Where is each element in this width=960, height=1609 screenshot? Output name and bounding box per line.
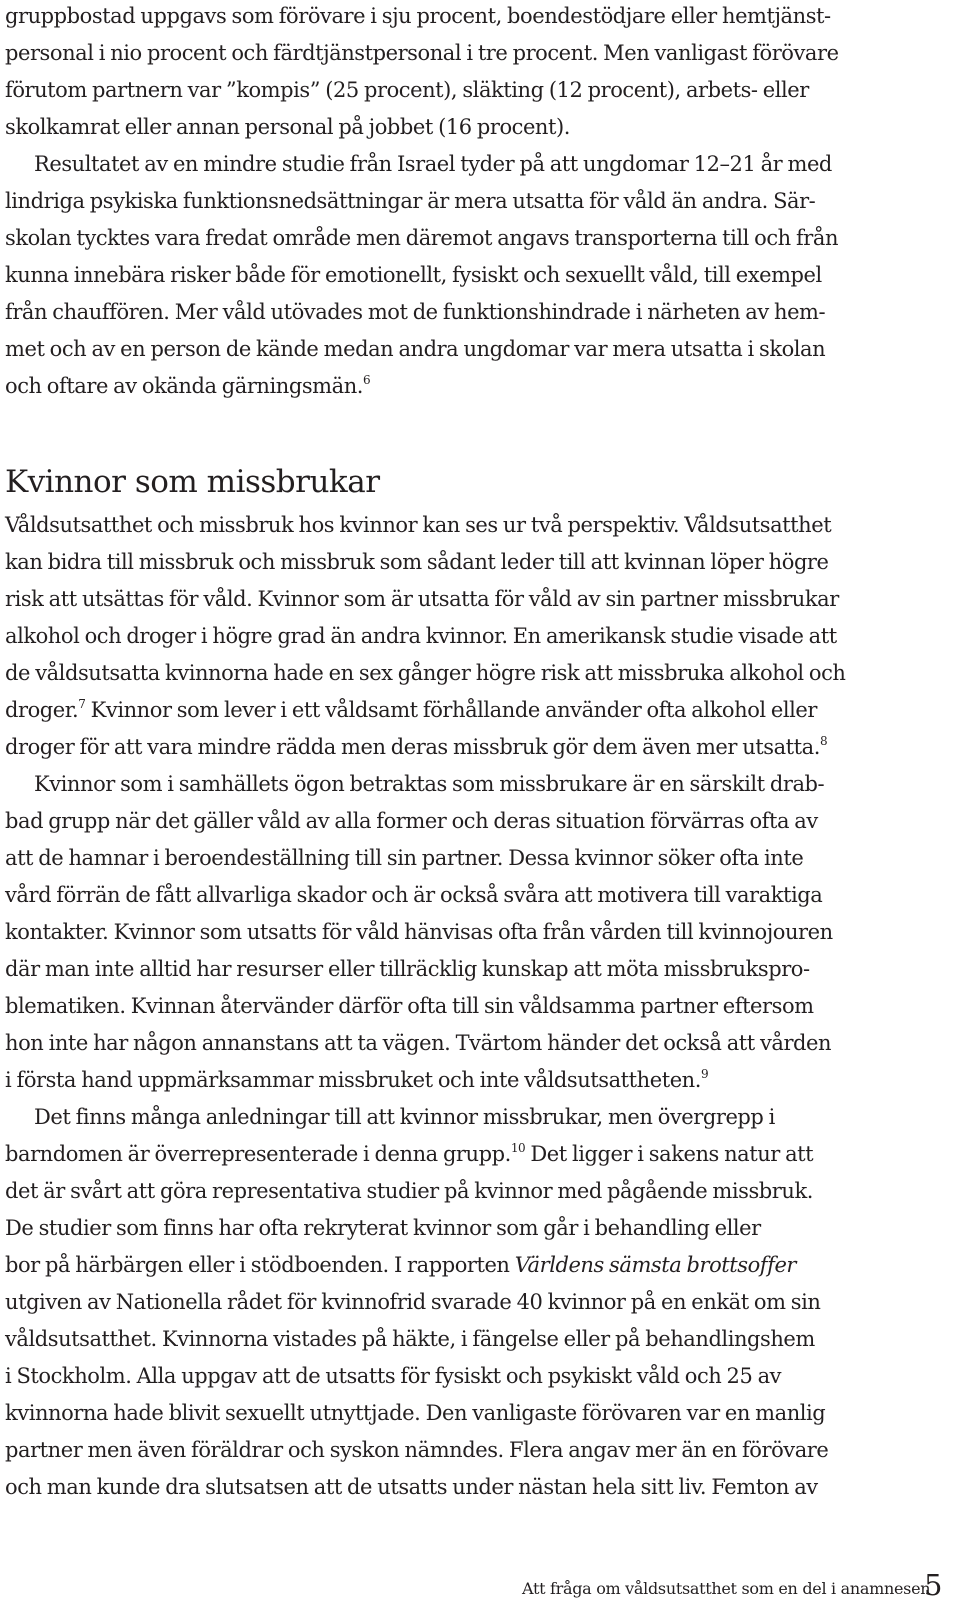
paragraph-line: met och av en person de kände medan andra ungdomar var mera utsatta i skolan bbox=[5, 337, 826, 361]
paragraph-line: hon inte har någon annanstans att ta vägen. Tvärtom händer det också att vården bbox=[5, 1031, 832, 1055]
paragraph-line: blematiken. Kvinnan återvänder därför ofta till sin våldsamma partner eftersom bbox=[5, 994, 814, 1018]
paragraph-line: Kvinnor som i samhällets ögon betraktas som missbrukare är en särskilt drab- bbox=[34, 772, 825, 796]
paragraph-line: att de hamnar i beroendeställning till sin partner. Dessa kvinnor söker ofta inte bbox=[5, 846, 804, 870]
paragraph-line: i Stockholm. Alla uppgav att de utsatts för fysiskt och psykiskt våld och 25 av bbox=[5, 1364, 782, 1388]
paragraph-line bbox=[5, 1136, 950, 1173]
paragraph-line: från chauffören. Mer våld utövades mot de funktionshindrade i närheten av hem- bbox=[5, 300, 826, 324]
line-text: Kvinnor som lever i ett våldsamt förhållande använder ofta alkohol eller bbox=[85, 698, 817, 722]
paragraph-line: kan bidra till missbruk och missbruk som sådant leder till att kvinnan löper högre bbox=[5, 550, 829, 574]
paragraph-line: skolan tycktes vara fredat område men däremot angavs transporterna till och från bbox=[5, 226, 839, 250]
paragraph-line: Våldsutsatthet och missbruk hos kvinnor kan ses ur två perspektiv. Våldsutsatthet bbox=[5, 513, 832, 537]
paragraph-line bbox=[5, 1062, 950, 1099]
footnote-ref: 9 bbox=[700, 1067, 709, 1081]
line-text: barndomen är överrepresenterade i denna grupp. bbox=[5, 1142, 511, 1166]
line-text: Det ligger i sakens natur att bbox=[525, 1142, 814, 1166]
section-heading: Kvinnor som missbrukar bbox=[5, 464, 380, 500]
paragraph-line: kvinnorna hade blivit sexuellt utnyttjade. Den vanligaste förövaren var en manlig bbox=[5, 1401, 826, 1425]
footnote-ref: 10 bbox=[510, 1141, 526, 1155]
line-text: droger för att vara mindre rädda men deras missbruk gör dem även mer utsatta. bbox=[5, 735, 820, 759]
line-text: i första hand uppmärksammar missbruket och inte våldsutsattheten. bbox=[5, 1068, 701, 1092]
paragraph-line: och man kunde dra slutsatsen att de utsatts under nästan hela sitt liv. Femton av bbox=[5, 1475, 818, 1499]
paragraph-line: Resultatet av en mindre studie från Israel tyder på att ungdomar 12–21 år med bbox=[34, 152, 832, 176]
paragraph-line: utgiven av Nationella rådet för kvinnofrid svarade 40 kvinnor på en enkät om sin bbox=[5, 1290, 821, 1314]
paragraph-line: kunna innebära risker både för emotionellt, fysiskt och sexuellt våld, till exempel bbox=[5, 263, 822, 287]
footnote-ref: 7 bbox=[78, 697, 86, 711]
paragraph-line: våldsutsatthet. Kvinnorna vistades på häkte, i fängelse eller på behandlingshem bbox=[5, 1327, 815, 1351]
footnote-ref: 6 bbox=[363, 373, 371, 387]
paragraph-line bbox=[5, 1247, 950, 1284]
body-text-top bbox=[5, 0, 950, 405]
paragraph-line: det är svårt att göra representativa studier på kvinnor med pågående missbruk. bbox=[5, 1179, 813, 1203]
paragraph-line: förutom partnern var ”kompis” (25 procent), släkting (12 procent), arbets- eller bbox=[5, 78, 809, 102]
paragraph-line: risk att utsättas för våld. Kvinnor som är utsatta för våld av sin partner missbrukar bbox=[5, 587, 839, 611]
paragraph-line: där man inte alltid har resurser eller tillräcklig kunskap att möta missbrukspro- bbox=[5, 957, 810, 981]
paragraph-line: Det finns många anledningar till att kvinnor missbrukar, men övergrepp i bbox=[34, 1105, 775, 1129]
footnote-ref: 8 bbox=[819, 734, 828, 748]
paragraph-line: lindriga psykiska funktionsnedsättningar är mera utsatta för våld än andra. Sär- bbox=[5, 189, 816, 213]
paragraph-line: De studier som finns har ofta rekryterat kvinnor som går i behandling eller bbox=[5, 1216, 761, 1240]
paragraph-line: kontakter. Kvinnor som utsatts för våld hänvisas ofta från vården till kvinnojouren bbox=[5, 920, 833, 944]
paragraph-line bbox=[5, 368, 950, 405]
paragraph-line: personal i nio procent och färdtjänstpersonal i tre procent. Men vanligast förövare bbox=[5, 41, 839, 65]
page-number: 5 bbox=[924, 1568, 943, 1602]
paragraph-line: vård förrän de fått allvarliga skador och är också svåra att motivera till varaktiga bbox=[5, 883, 823, 907]
paragraph-line: partner men även föräldrar och syskon nämndes. Flera angav mer än en förövare bbox=[5, 1438, 829, 1462]
running-footer: Att fråga om våldsutsatthet som en del i anamnesen bbox=[522, 1579, 931, 1598]
line-text: bor på härbärgen eller i stödboenden. I rapporten bbox=[5, 1253, 515, 1277]
report-title: Världens sämsta brottsoffer bbox=[514, 1253, 797, 1277]
paragraph-line bbox=[5, 729, 950, 766]
paragraph-line: gruppbostad uppgavs som förövare i sju procent, boendestödjare eller hemtjänst- bbox=[5, 4, 831, 28]
line-text: och oftare av okända gärningsmän. bbox=[5, 374, 364, 398]
paragraph-line bbox=[5, 692, 950, 729]
paragraph-line: bad grupp när det gäller våld av alla former och deras situation förvärras ofta av bbox=[5, 809, 818, 833]
paragraph-line: de våldsutsatta kvinnorna hade en sex gånger högre risk att missbruka alkohol och bbox=[5, 661, 846, 685]
paragraph-line: skolkamrat eller annan personal på jobbet (16 procent). bbox=[5, 115, 570, 139]
paragraph-line: alkohol och droger i högre grad än andra kvinnor. En amerikansk studie visade att bbox=[5, 624, 837, 648]
line-text: droger. bbox=[5, 698, 79, 722]
body-text-section bbox=[5, 507, 950, 1506]
